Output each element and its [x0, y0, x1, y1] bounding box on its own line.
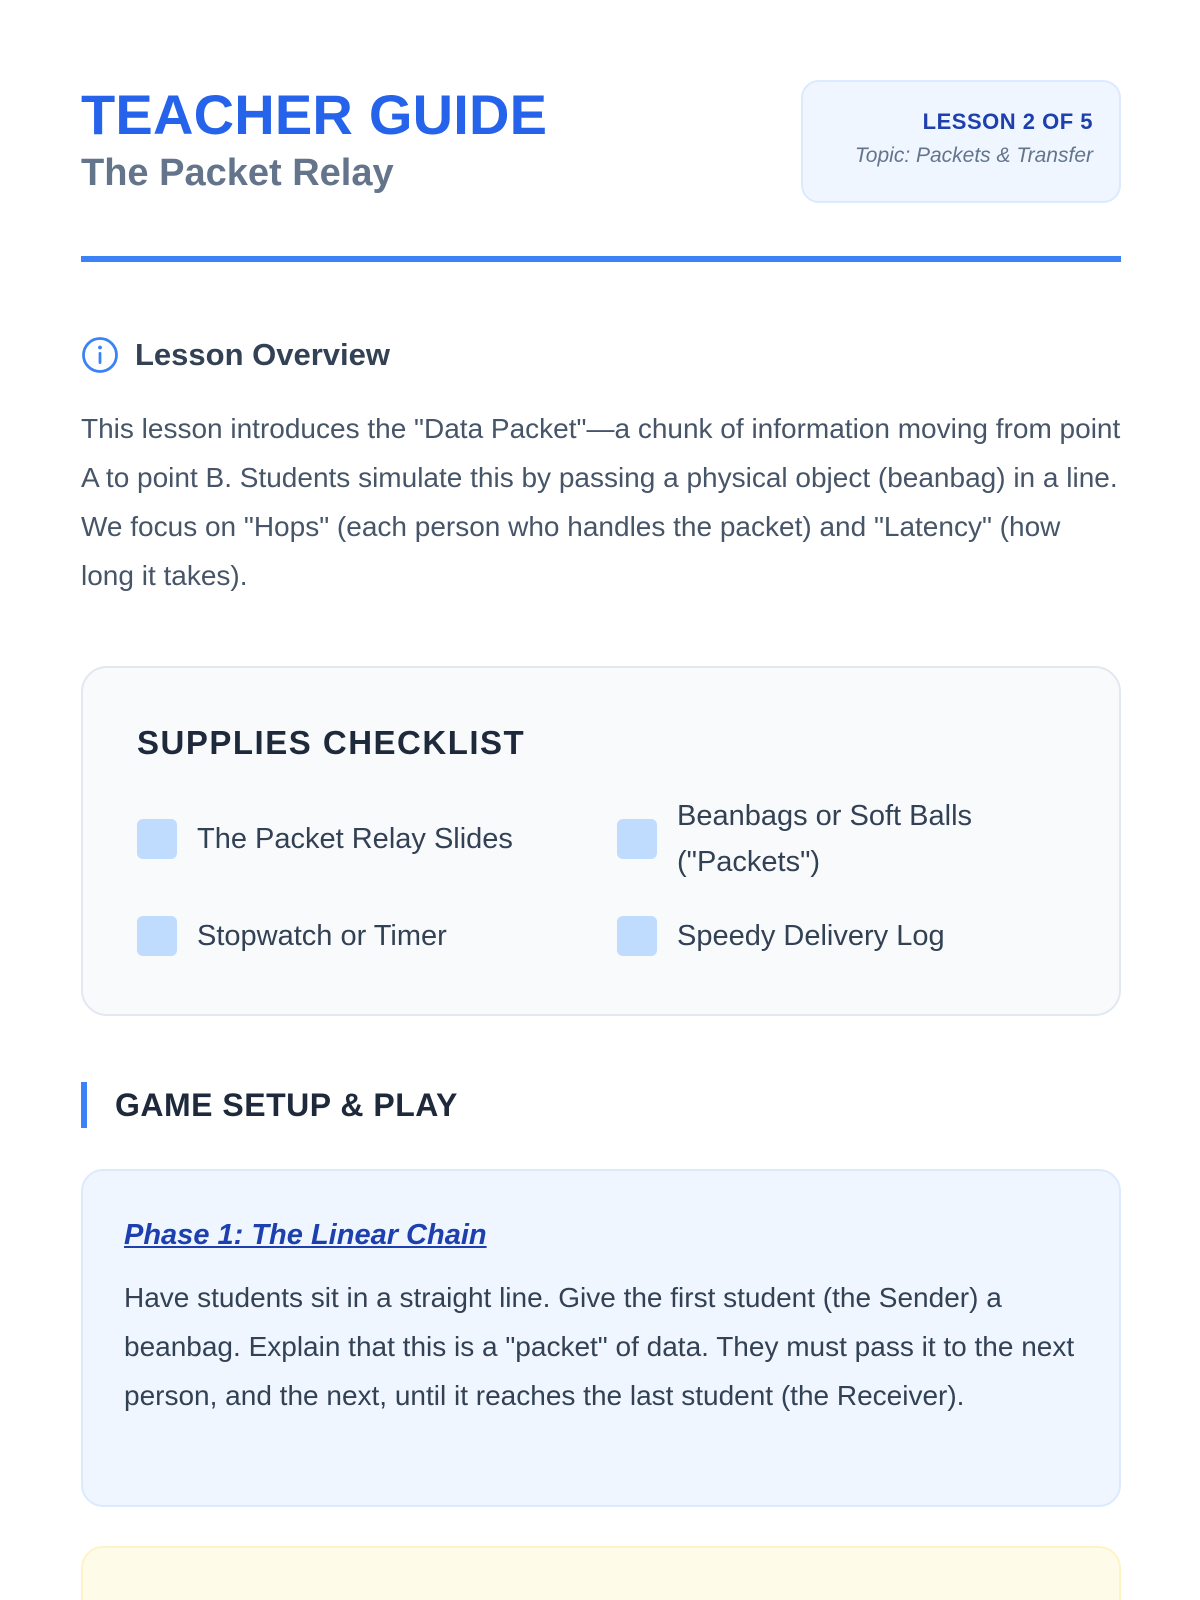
- section-accent-bar: [81, 1082, 87, 1128]
- phase-title[interactable]: Phase 1: The Linear Chain: [124, 1219, 487, 1251]
- note-card: [81, 1546, 1121, 1600]
- supplies-checklist: [81, 666, 1121, 1016]
- checkbox[interactable]: [137, 819, 177, 859]
- supply-label: Beanbags or Soft Balls ("Packets"): [677, 800, 973, 878]
- page-subtitle: The Packet Relay: [81, 152, 394, 194]
- checkbox[interactable]: [617, 916, 657, 956]
- supply-label: Speedy Delivery Log: [677, 920, 945, 952]
- lesson-info-card: [801, 80, 1121, 203]
- overview-heading: [81, 336, 390, 374]
- phase-text: Have students sit in a straight line. Give the first student (the Sender) a beanbag. Explain that this is a "packet" of data. They must pass it to the next person, and the next, until it reaches the last student (the Receiver).: [124, 1282, 1075, 1411]
- supply-label: Stopwatch or Timer: [197, 920, 447, 952]
- setup-title: GAME SETUP & PLAY: [115, 1086, 458, 1123]
- checkbox[interactable]: [617, 819, 657, 859]
- setup-heading: [81, 1082, 458, 1128]
- overview-title: Lesson Overview: [135, 337, 391, 372]
- supply-label: The Packet Relay Slides: [197, 823, 513, 855]
- overview-text: This lesson introduces the "Data Packet"—a chunk of information moving from point A to point B. Students simulate this by passing a physical object (beanbag) in a line. We focus on "Hops" (each person who handles the packet) and "Latency" (how long it takes).: [81, 413, 1121, 591]
- supply-item[interactable]: [617, 913, 1057, 959]
- info-icon: [81, 336, 119, 374]
- phase-card: [81, 1169, 1121, 1507]
- supplies-title: SUPPLIES CHECKLIST: [137, 724, 526, 761]
- page-title: TEACHER GUIDE: [81, 83, 548, 146]
- header-divider: [81, 256, 1121, 262]
- supply-item[interactable]: [137, 913, 577, 959]
- supply-item[interactable]: [617, 793, 1017, 885]
- supply-item[interactable]: [137, 816, 577, 862]
- checkbox[interactable]: [137, 916, 177, 956]
- lesson-topic: Topic: Packets & Transfer: [854, 144, 1093, 167]
- lesson-number: LESSON 2 OF 5: [922, 109, 1093, 134]
- page-header: [81, 80, 1121, 200]
